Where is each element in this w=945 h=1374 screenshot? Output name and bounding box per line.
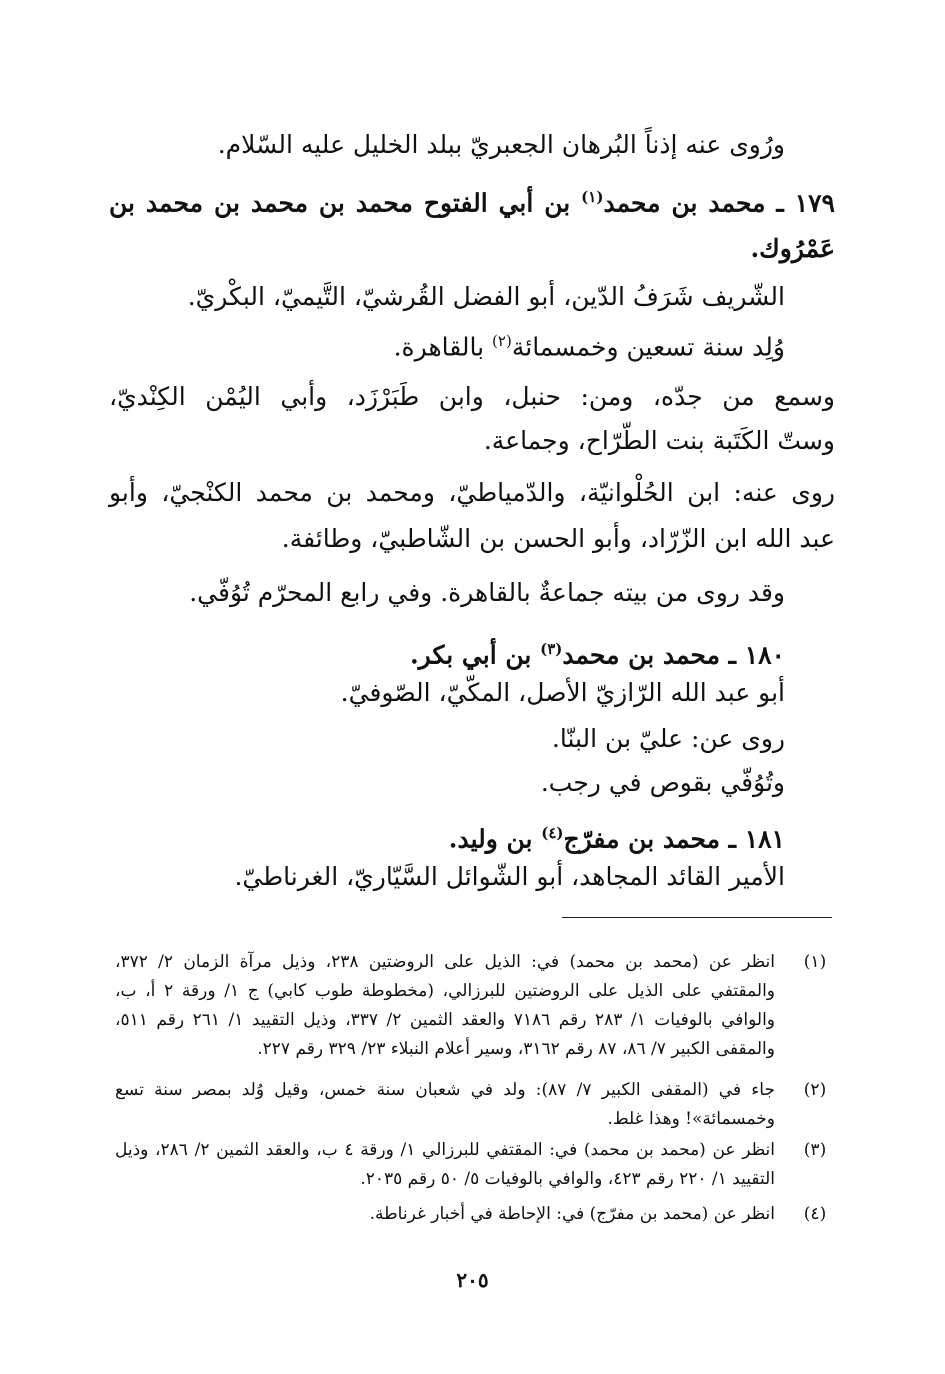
body-line: وسمع من جدّه، ومن: حنبل، وابن طَبَرْزَد، وأبي اليُمْن الكِنْديّ،	[109, 382, 835, 411]
body-text: بالقاهرة.	[393, 332, 493, 362]
footnote-ref[interactable]: (٢)	[492, 332, 512, 350]
entry-179-heading-cont: عَمْرُوك.	[750, 234, 835, 263]
footnote-text: انظر عن (محمد بن محمد) في: المقتفي للبرزالي ١/ ورقة ٤ ب، والعقد الثمين ٢/ ٢٨٦، وذيل التقييد ١/ ٢٢٠ رقم ٤٢٣، والوافي بالوفيات ٥/ ٥٠ رقم ٢٠٣٥.	[115, 1140, 775, 1189]
footnote-number: (٢)	[803, 1080, 827, 1100]
page-number: ٢٠٥	[456, 1268, 489, 1292]
entry-heading-text: ١٧٩ ـ محمد بن محمد	[603, 188, 835, 218]
body-line: وقد روى من بيته جماعةٌ بالقاهرة. وفي رابع المحرّم تُوُفّي.	[189, 578, 785, 607]
footnote-ref[interactable]: (٤)	[541, 824, 564, 842]
footnote-number: (٣)	[803, 1140, 827, 1160]
body-line: عبد الله ابن الزّرّاد، وأبو الحسن بن الشّاطبيّ، وطائفة.	[281, 524, 835, 553]
entry-181-heading	[449, 816, 785, 856]
footnote-separator	[562, 917, 832, 918]
body-line: الشّريف شَرَفُ الدّين، أبو الفضل القُرشيّ، التَّيميّ، البكْريّ.	[187, 282, 785, 311]
entry-heading-text: بن وليد.	[448, 824, 542, 854]
entry-179-heading	[109, 180, 835, 220]
body-line	[394, 324, 785, 364]
body-text: وُلِد سنة تسعين وخمسمائة	[511, 332, 785, 362]
entry-heading-text: ١٨٠ ـ محمد بن محمد	[562, 640, 785, 670]
footnote-number: (١)	[803, 952, 827, 972]
entry-heading-text: بن أبي الفتوح محمد بن محمد بن محمد بن	[109, 188, 582, 218]
body-line: روى عن: عليّ بن البنّا.	[551, 724, 785, 753]
body-line: روى عنه: ابن الحُلْوانيّة، والدّمياطيّ، ومحمد بن محمد الكنْجيّ، وأبو	[109, 478, 835, 507]
footnote-number: (٤)	[803, 1204, 827, 1224]
footnote-text: انظر عن (محمد بن مفرّج) في: الإحاطة في أخبار غرناطة.	[369, 1204, 775, 1224]
footnote-ref[interactable]: (١)	[581, 188, 604, 206]
body-line: ورُوى عنه إذناً البُرهان الجعبريّ ببلد الخليل عليه السّلام.	[217, 130, 785, 159]
footnote-text: انظر عن (محمد بن محمد) في: الذيل على الروضتين ٢٣٨، وذيل مرآة الزمان ٢/ ٣٧٢، والمقتفي على الذيل على الروضتين للبرزالي، (مخطوطة طوب كابي) ج ١/ ورقة ٢ أ، ب، والوافي بالوفيات ١/ ٢٨٣ رقم ٧١٨٦ والعقد الثمين ٢/ ٣٣٧، وذيل التقييد ١/ ٢٦١ رقم ٥١١، والمقفى الكبير ٧/ ٨٦، ٨٧ رقم ٣١٦٢، وسير أعلام النبلاء ٢٣/ ٣٢٩ رقم ٢٢٧.	[115, 952, 776, 1059]
body-line: الأمير القائد المجاهد، أبو الشّوائل السَّيّاريّ، الغرناطيّ.	[234, 862, 785, 891]
footnote-text: جاء في (المقفى الكبير ٧/ ٨٧): ولد في شعبان سنة خمس، وقيل وُلد بمصر سنة تسع وخمسمائة»! وهذا غلط.	[115, 1080, 775, 1129]
entry-heading-text: ١٨١ ـ محمد بن مفرّج	[563, 824, 785, 854]
body-line: أبو عبد الله الرّازيّ الأصل، المكّيّ، الصّوفيّ.	[340, 678, 785, 707]
footnote-ref[interactable]: (٣)	[540, 640, 563, 658]
entry-heading-text: بن أبي بكر.	[409, 640, 541, 670]
body-line: وتُوُفّي بقوص في رجب.	[540, 768, 785, 797]
body-line: وستّ الكَتَبة بنت الطّرّاح، وجماعة.	[483, 426, 835, 455]
entry-180-heading	[410, 632, 785, 672]
